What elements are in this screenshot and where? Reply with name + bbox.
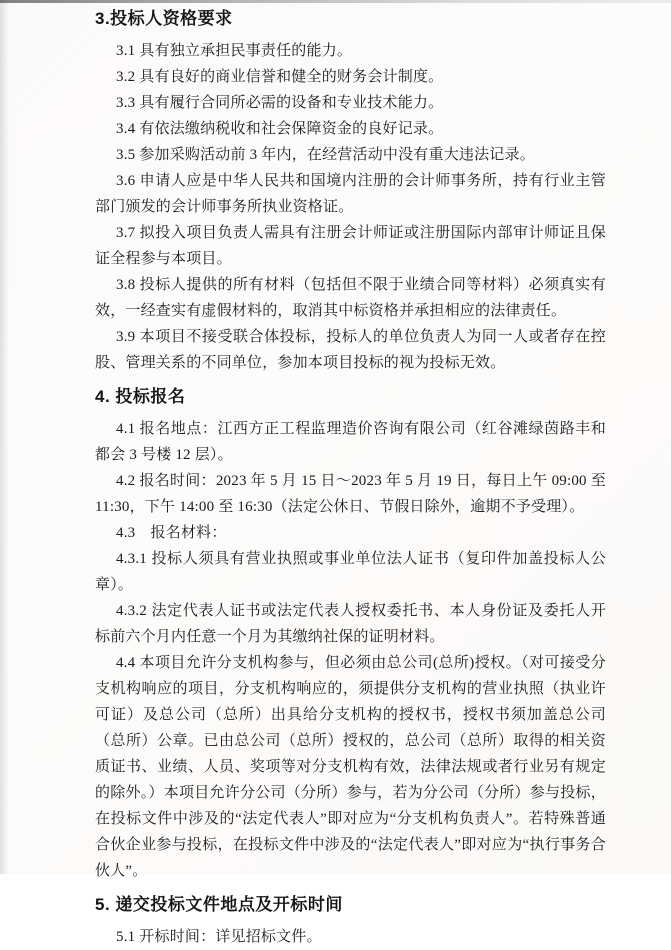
- clause-3-8: 3.8 投标人提供的所有材料（包括但不限于业绩合同等材料）必须真实有效，一经查实有虚假材料的，取消其中标资格并承担相应的法律责任。: [95, 277, 606, 319]
- clause-4-1: 4.1 报名地点：江西方正工程监理造价咨询有限公司（红谷滩绿茵路丰和都会 3 号楼 12 层）。: [95, 421, 606, 463]
- clause-4-2: 4.2 报名时间：2023 年 5 月 15 日～2023 年 5 月 19 日，每日上午 09:00 至 11:30，下午 14:00 至 16:30（法定公休日、节假日除外，逾期不予受理）。: [95, 473, 606, 515]
- clause-3-3: 3.3 具有履行合同所必需的设备和专业技术能力。: [116, 95, 444, 111]
- clause-3-6: 3.6 申请人应是中华人民共和国境内注册的会计师事务所，持有行业主管部门颁发的会计师事务所执业资格证。: [95, 173, 606, 215]
- section-submission-opening: [95, 892, 606, 950]
- clause-3-2: 3.2 具有良好的商业信誉和健全的财务会计制度。: [116, 69, 444, 85]
- section-heading-4: 4. 投标报名: [95, 387, 186, 406]
- clause-3-7: 3.7 拟投入项目负责人需具有注册会计师证或注册国际内部审计师证且保证全程参与本项目。: [95, 225, 606, 267]
- clause-4-3-2: 4.3.2 法定代表人证书或法定代表人授权委托书、本人身份证及委托人开标前六个月内任意一个月为其缴纳社保的证明材料。: [95, 603, 606, 645]
- clause-4-3-1: 4.3.1 投标人须具有营业执照或事业单位法人证书（复印件加盖投标人公章）。: [95, 551, 606, 593]
- clause-3-9: 3.9 本项目不接受联合体投标，投标人的单位负责人为同一人或者存在控股、管理关系的不同单位，参加本项目投标的视为投标无效。: [95, 329, 606, 371]
- clause-5-1: 5.1 开标时间：详见招标文件。: [116, 929, 322, 945]
- clause-4-4: 4.4 本项目允许分支机构参与，但必须由总公司(总所)授权。（对可接受分支机构响应的项目，分支机构响应的，须提供分支机构的营业执照（执业许可证）及总公司（总所）出具给分支机构的授权书，授权书须加盖总公司（总所）公章。已由总公司（总所）授权的，总公司（总所）取得的相关资质证书、业绩、人员、奖项等对分支机构有效，法律法规或者行业另有规定的除外。）本项目允许分公司（分所）参与，若为分公司（分所）参与投标，在投标文件中涉及的“法定代表人”即对应为“分支机构负责人”。若特殊普通合伙企业参与投标，在投标文件中涉及的“法定代表人”即对应为“执行事务合伙人”。: [95, 655, 606, 879]
- section-heading-3: 3.投标人资格要求: [95, 9, 233, 28]
- section-bid-registration: [95, 384, 606, 884]
- clause-4-3: 4.3 报名材料：: [116, 525, 227, 541]
- clause-3-1: 3.1 具有独立承担民事责任的能力。: [116, 43, 353, 59]
- clause-3-5: 3.5 参加采购活动前 3 年内，在经营活动中没有重大违法记录。: [116, 147, 535, 163]
- section-heading-5: 5. 递交投标文件地点及开标时间: [95, 895, 343, 914]
- section-bidder-qualification: [95, 6, 606, 376]
- clause-3-4: 3.4 有依法缴纳税收和社会保障资金的良好记录。: [116, 121, 444, 137]
